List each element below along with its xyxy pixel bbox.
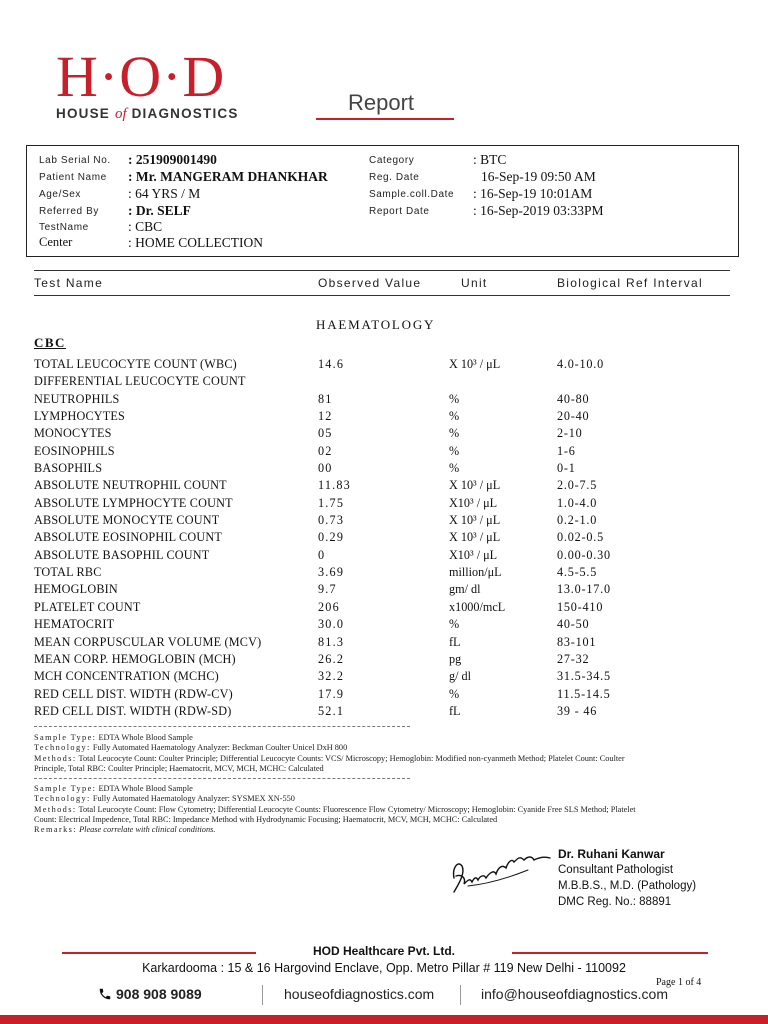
observed-value-cell: 32.2 — [318, 669, 345, 684]
test-name-cell: RED CELL DIST. WIDTH (RDW-CV) — [34, 686, 233, 701]
signatory-degree: M.B.B.S., M.D. (Pathology) — [558, 880, 697, 892]
signatory-title: Consultant Pathologist — [558, 864, 674, 876]
test-name-cell: NEUTROPHILS — [34, 391, 120, 406]
ref-interval-cell: 0.2-1.0 — [557, 513, 598, 528]
ref-interval-cell: 20-40 — [557, 409, 590, 424]
unit-cell: g/ dl — [449, 669, 472, 684]
observed-value-cell: 00 — [318, 461, 333, 476]
observed-value-cell: 26.2 — [318, 651, 345, 666]
test-name-cell: MEAN CORP. HEMOGLOBIN (MCH) — [34, 651, 236, 666]
collection-date-label: Sample.coll.Date — [369, 189, 455, 200]
patient-info-box — [26, 145, 739, 257]
ref-interval-cell: 31.5-34.5 — [557, 669, 611, 684]
ref-interval-cell: 1.0-4.0 — [557, 495, 598, 510]
results-table-body — [34, 357, 734, 721]
methods-key: Methods: — [34, 804, 77, 814]
observed-value-cell: 12 — [318, 409, 333, 424]
observed-value-cell: 14.6 — [318, 357, 345, 371]
footer-phone[interactable] — [98, 986, 202, 1002]
test-name-cell: DIFFERENTIAL LEUCOCYTE COUNT — [34, 374, 246, 389]
lab-serial-value: : 251909001490 — [128, 152, 217, 167]
results-table-header — [34, 270, 730, 296]
footer-website[interactable]: houseofdiagnostics.com — [284, 986, 435, 1002]
signatory-name: Dr. Ruhani Kanwar — [558, 847, 665, 861]
title-underline — [316, 118, 454, 120]
dashed-divider — [34, 726, 410, 727]
methods-line — [34, 805, 734, 815]
hod-logo — [56, 44, 239, 123]
collection-date-value: : 16-Sep-19 10:01AM — [473, 186, 593, 201]
header-ref-interval: Biological Ref Interval — [557, 276, 703, 290]
table-row — [34, 513, 734, 530]
unit-cell: gm/ dl — [449, 582, 481, 597]
unit-cell: % — [449, 461, 460, 476]
observed-value-cell: 1.75 — [318, 495, 345, 510]
remarks-key: Remarks: — [34, 825, 77, 835]
sample-type-value: EDTA Whole Blood Sample — [96, 733, 193, 742]
logo-tagline-pre: HOUSE — [56, 106, 115, 121]
unit-cell: fL — [449, 703, 461, 718]
unit-cell: % — [449, 391, 460, 406]
footer-address: Karkardooma : 15 & 16 Hargovind Enclave, Opp. Metro Pillar # 119 New Delhi - 110092 — [142, 961, 626, 975]
center-label: Center — [39, 235, 73, 249]
observed-value-cell: 3.69 — [318, 565, 345, 580]
observed-value-cell: 05 — [318, 426, 333, 441]
footer-separator — [460, 985, 461, 1005]
observed-value-cell: 81.3 — [318, 634, 345, 649]
logo-tagline — [56, 106, 239, 123]
patient-name-label: Patient Name — [39, 172, 107, 183]
sample-type-key: Sample Type: — [34, 733, 97, 742]
unit-cell: % — [449, 426, 460, 441]
ref-interval-cell: 13.0-17.0 — [557, 582, 611, 597]
test-name-cell: PLATELET COUNT — [34, 599, 141, 614]
unit-cell: x1000/mcL — [449, 599, 506, 614]
table-row — [34, 548, 734, 565]
test-name-cell: EOSINOPHILS — [34, 443, 115, 458]
lab-serial-label: Lab Serial No. — [39, 155, 111, 166]
methods-key: Methods: — [34, 753, 77, 763]
methods-line — [34, 754, 734, 764]
observed-value-cell: 0.73 — [318, 513, 345, 528]
table-row — [34, 444, 734, 461]
test-name-cell: MCH CONCENTRATION (MCHC) — [34, 669, 219, 684]
phone-icon — [98, 987, 112, 1001]
unit-cell: X10³ / μL — [449, 547, 498, 562]
ref-interval-cell: 27-32 — [557, 651, 590, 666]
testname-label: TestName — [39, 222, 89, 233]
test-name-cell: ABSOLUTE LYMPHOCYTE COUNT — [34, 495, 233, 510]
observed-value-cell: 02 — [318, 443, 333, 458]
center-value: : HOME COLLECTION — [128, 235, 263, 250]
ref-interval-cell: 40-50 — [557, 617, 590, 632]
table-row — [34, 374, 734, 391]
logo-tagline-post: DIAGNOSTICS — [126, 106, 239, 121]
unit-cell: % — [449, 686, 460, 701]
ref-interval-cell: 4.0-10.0 — [557, 357, 605, 371]
testname-value: : CBC — [128, 219, 163, 234]
dashed-divider — [34, 778, 410, 779]
observed-value-cell: 9.7 — [318, 582, 337, 597]
ref-interval-cell: 2-10 — [557, 426, 583, 441]
sample-type-line — [34, 733, 734, 743]
unit-cell: pg — [449, 651, 462, 666]
ref-interval-cell: 83-101 — [557, 634, 597, 649]
test-name-cell: LYMPHOCYTES — [34, 409, 126, 424]
footer-email[interactable]: info@houseofdiagnostics.com — [481, 986, 668, 1002]
table-row — [34, 392, 734, 409]
footer-brand-bar — [0, 1015, 768, 1024]
sample-type-value: EDTA Whole Blood Sample — [96, 784, 193, 793]
footer-separator — [262, 985, 263, 1005]
technology-value: Fully Automated Haematology Analyzer: SYSMEX XN-550 — [90, 794, 295, 804]
methods-line-cont: Principle, Total RBC: Coulter Principle; Haematocrit, MCV, MCH, MCHC: Calculated — [34, 763, 324, 773]
section-title: HAEMATOLOGY — [316, 317, 436, 332]
test-name-cell: BASOPHILS — [34, 461, 103, 476]
test-name-cell: ABSOLUTE MONOCYTE COUNT — [34, 513, 220, 528]
unit-cell: million/μL — [449, 565, 502, 580]
table-row — [34, 704, 734, 721]
methods-value: Total Leucocyte Count: Flow Cytometry; Differential Leucocyte Counts: Fluorescence Flow Cytometry/ Microscopy; Hemoglobin: Cyanide Free SLS Method; Platelet — [76, 804, 636, 814]
header-test-name: Test Name — [34, 276, 104, 290]
method-notes-2 — [34, 784, 734, 835]
report-date-label: Report Date — [369, 206, 430, 217]
unit-cell: fL — [449, 634, 461, 649]
test-name-cell: HEMATOCRIT — [34, 617, 115, 632]
test-name-cell: HEMOGLOBIN — [34, 582, 118, 597]
age-sex-label: Age/Sex — [39, 189, 82, 200]
test-name-cell: ABSOLUTE EOSINOPHIL COUNT — [34, 530, 223, 545]
methods-value: Total Leucocyte Count: Coulter Principle; Differential Leucocyte Counts: VCS/ Microscopy; Hemoglobin: Modified non-cyanmeth Method; Platelet Count: Coulter — [76, 753, 625, 763]
report-date-value: : 16-Sep-2019 03:33PM — [473, 203, 604, 218]
test-name-cell: MONOCYTES — [34, 426, 112, 441]
table-row — [34, 461, 734, 478]
ref-interval-cell: 1-6 — [557, 443, 576, 458]
ref-interval-cell: 2.0-7.5 — [557, 478, 598, 493]
category-label: Category — [369, 155, 415, 166]
technology-value: Fully Automated Haematology Analyzer: Beckman Coulter Unicel DxH 800 — [90, 743, 348, 753]
reg-date-label: Reg. Date — [369, 172, 420, 183]
ref-interval-cell: 0.02-0.5 — [557, 530, 605, 545]
table-row — [34, 600, 734, 617]
technology-key: Technology: — [34, 743, 91, 753]
observed-value-cell: 0 — [318, 547, 326, 562]
header-observed-value: Observed Value — [318, 276, 422, 290]
signatory-block — [558, 846, 696, 910]
method-notes-1 — [34, 733, 734, 774]
technology-line — [34, 743, 734, 753]
table-row — [34, 652, 734, 669]
table-row — [34, 669, 734, 686]
test-name-cell: TOTAL RBC — [34, 565, 102, 580]
table-row — [34, 496, 734, 513]
signature-image — [448, 848, 554, 896]
technology-line — [34, 794, 734, 804]
unit-cell: X 10³ / μL — [449, 530, 501, 545]
observed-value-cell: 81 — [318, 391, 333, 406]
remarks-line — [34, 825, 734, 835]
header-unit: Unit — [461, 276, 488, 290]
unit-cell: % — [449, 443, 460, 458]
observed-value-cell: 0.29 — [318, 530, 345, 545]
test-name-cell: ABSOLUTE BASOPHIL COUNT — [34, 547, 210, 562]
technology-key: Technology: — [34, 794, 91, 804]
table-row — [34, 635, 734, 652]
test-name-cell: RED CELL DIST. WIDTH (RDW-SD) — [34, 703, 232, 718]
ref-interval-cell: 150-410 — [557, 599, 604, 614]
test-name-cell: ABSOLUTE NEUTROPHIL COUNT — [34, 478, 227, 493]
table-row — [34, 582, 734, 599]
reg-date-value: 16-Sep-19 09:50 AM — [481, 169, 596, 184]
ref-interval-cell: 0-1 — [557, 461, 576, 476]
footer-company: HOD Healthcare Pvt. Ltd. — [312, 944, 456, 958]
ref-interval-cell: 0.00-0.30 — [557, 547, 611, 562]
test-name-cell: TOTAL LEUCOCYTE COUNT (WBC) — [34, 357, 237, 371]
table-row — [34, 530, 734, 547]
observed-value-cell: 11.83 — [318, 478, 351, 493]
logo-mark: H·O·D — [56, 44, 226, 109]
table-row — [34, 426, 734, 443]
observed-value-cell: 30.0 — [318, 617, 345, 632]
remarks-value: Please correlate with clinical conditions. — [77, 825, 216, 835]
table-row — [34, 687, 734, 704]
table-row — [34, 565, 734, 582]
ref-interval-cell: 4.5-5.5 — [557, 565, 598, 580]
phone-number: 908 908 9089 — [116, 986, 202, 1002]
age-sex-value: : 64 YRS / M — [128, 186, 201, 201]
table-row — [34, 478, 734, 495]
unit-cell: % — [449, 617, 460, 632]
unit-cell: X 10³ / μL — [449, 513, 501, 528]
unit-cell: X 10³ / μL — [449, 357, 501, 371]
page-title: Report — [348, 90, 415, 115]
unit-cell: X 10³ / μL — [449, 478, 501, 493]
referred-label: Referred By — [39, 206, 99, 217]
table-row — [34, 357, 734, 374]
methods-line-cont: Count: Electrical Impedence, Total RBC: Impedance Method with Hydrodynamic Focusing; Haematocrit, MCV, MCH, MCHC: Calculated — [34, 814, 498, 824]
ref-interval-cell: 39 - 46 — [557, 703, 598, 718]
observed-value-cell: 206 — [318, 599, 340, 614]
test-name-cell: MEAN CORPUSCULAR VOLUME (MCV) — [34, 634, 262, 649]
sample-type-line — [34, 784, 734, 794]
unit-cell: % — [449, 409, 460, 424]
page-number: Page 1 of 4 — [656, 977, 702, 988]
ref-interval-cell: 11.5-14.5 — [557, 686, 611, 701]
logo-tagline-of: of — [114, 106, 127, 122]
observed-value-cell: 52.1 — [318, 703, 345, 718]
referred-value: : Dr. SELF — [128, 203, 191, 218]
ref-interval-cell: 40-80 — [557, 391, 590, 406]
category-value: : BTC — [473, 152, 507, 167]
observed-value-cell: 17.9 — [318, 686, 345, 701]
table-row — [34, 409, 734, 426]
table-row — [34, 617, 734, 634]
group-title: CBC — [34, 335, 66, 350]
patient-name-value: : Mr. MANGERAM DHANKHAR — [128, 169, 328, 184]
sample-type-key: Sample Type: — [34, 784, 97, 793]
signatory-registration: DMC Reg. No.: 88891 — [558, 896, 672, 908]
unit-cell: X10³ / μL — [449, 495, 498, 510]
